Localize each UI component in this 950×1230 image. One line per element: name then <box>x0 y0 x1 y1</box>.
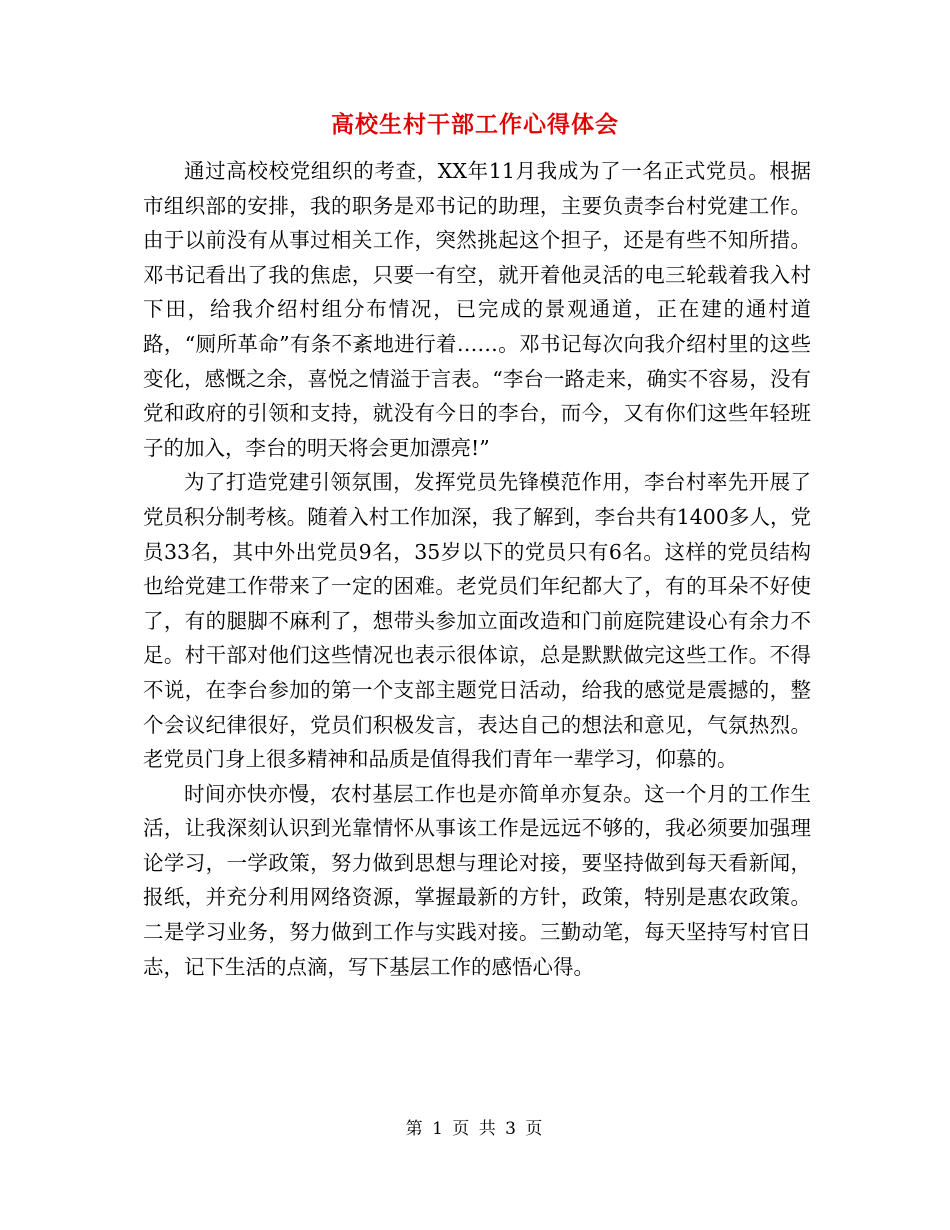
page-footer <box>0 1117 950 1141</box>
paragraph-3: 时间亦快亦慢，农村基层工作也是亦简单亦复杂。这一个月的工作生活，让我深刻认识到光靠情怀从事该工作是远远不够的，我必须要加强理论学习，一学政策，努力做到思想与理论对接，要坚持做到每天看新闻，报纸，并充分利用网络资源，掌握最新的方针，政策，特别是惠农政策。二是学习业务，努力做到工作与实践对接。三勤动笔，每天坚持写村官日志，记下生活的点滴，写下基层工作的感悟心得。 <box>143 781 811 979</box>
page-number: 第 1 页 共 3 页 <box>405 1119 545 1139</box>
paragraph-1: 通过高校校党组织的考查，XX年11月我成为了一名正式党员。根据市组织部的安排，我的职务是邓书记的助理，主要负责李台村党建工作。由于以前没有从事过相关工作，突然挑起这个担子，还是有些不知所措。邓书记看出了我的焦虑，只要一有空，就开着他灵活的电三轮载着我入村下田，给我介绍村组分布情况，已完成的景观通道，正在建的通村道路，“厕所革命”有条不紊地进行着……。邓书记每次向我介绍村里的这些变化，感慨之余，喜悦之情溢于言表。“李台一路走来，确实不容易，没有党和政府的引领和支持，就没有今日的李台，而今，又有你们这些年轻班子的加入，李台的明天将会更加漂亮!” <box>143 159 811 460</box>
paragraph-2: 为了打造党建引领氛围，发挥党员先锋模范作用，李台村率先开展了党员积分制考核。随着入村工作加深，我了解到，李台共有1400多人，党员33名，其中外出党员9名，35岁以下的党员只有6名。这样的党员结构也给党建工作带来了一定的困难。老党员们年纪都大了，有的耳朵不好使了，有的腿脚不麻利了，想带头参加立面改造和门前庭院建设心有余力不足。村干部对他们这些情况也表示很体谅，总是默默做完这些工作。不得不说，在李台参加的第一个支部主题党日活动，给我的感觉是震撼的，整个会议纪律很好，党员们积极发言，表达自己的想法和意见，气氛热烈。老党员门身上很多精神和品质是值得我们青年一辈学习，仰慕的。 <box>143 470 811 772</box>
document-title: 高校生村干部工作心得体会 <box>331 111 619 138</box>
document-body <box>143 154 811 984</box>
